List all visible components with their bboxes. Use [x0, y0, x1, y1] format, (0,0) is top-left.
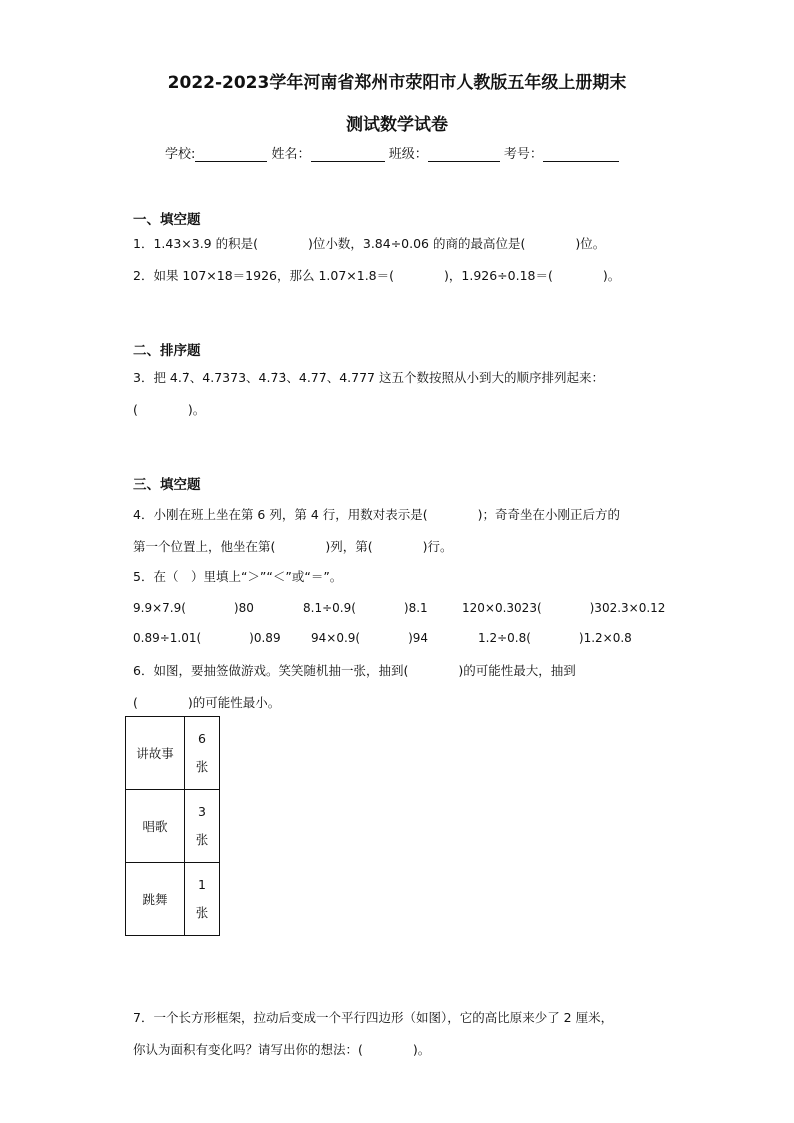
- q5-item: 1.2÷0.8( )1.2×0.8: [478, 631, 632, 645]
- activity-name: 唱歌: [126, 790, 185, 863]
- activity-count-cell: [185, 790, 220, 863]
- name-label: 姓名：: [271, 147, 311, 162]
- question-5-intro: 5．在（ ）里填上“＞”“＜”或“＝”。: [133, 569, 343, 584]
- question-4-line2: 第一个位置上，他坐在第( )列，第( )行。: [133, 539, 453, 554]
- section-heading-3: 三、填空题: [133, 477, 201, 493]
- table-row: [126, 863, 220, 936]
- q5-item: 120×0.3023( )302.3×0.12: [462, 601, 666, 615]
- q5-item: 94×0.9( )94: [311, 631, 429, 645]
- section-heading-1: 一、填空题: [133, 212, 201, 228]
- q5-item: 9.9×7.9( )80: [133, 601, 254, 615]
- question-2: 2．如果 107×18＝1926，那么 1.07×1.8＝( )，1.926÷0.18＝( )。: [133, 268, 621, 283]
- q5-item: 0.89÷1.01( )0.89: [133, 631, 281, 645]
- section-heading-2: 二、排序题: [133, 343, 201, 359]
- class-blank: [428, 161, 500, 162]
- number-label: 考号：: [503, 147, 543, 162]
- activity-count: 3: [198, 804, 206, 819]
- activity-unit: 张: [195, 905, 209, 920]
- activity-unit: 张: [195, 759, 209, 774]
- question-3-line2: ( )。: [133, 402, 206, 417]
- lottery-table: [125, 716, 220, 936]
- question-3-line1: 3．把 4.7̇、4.7373、4.7̇3̇、4.77̇、4.777 这五个数按照从小到大的顺序排列起来：: [133, 370, 604, 385]
- student-info-row: [165, 143, 619, 162]
- number-blank: [543, 161, 619, 162]
- question-7-line1: 7．一个长方形框架，拉动后变成一个平行四边形（如图），它的高比原来少了 2 厘米，: [133, 1010, 614, 1025]
- exam-title-line1: 2022-2023学年河南省郑州市荥阳市人教版五年级上册期末: [167, 73, 627, 93]
- table-row: [126, 790, 220, 863]
- school-label: 学校:: [165, 147, 196, 162]
- question-4-line1: 4．小刚在班上坐在第 6 列，第 4 行，用数对表示是( )；奇奇坐在小刚正后方的: [133, 507, 621, 522]
- activity-count: 1: [198, 877, 206, 892]
- name-blank: [311, 161, 385, 162]
- question-1: 1．1.43×3.9 的积是( )位小数，3.84÷0.06 的商的最高位是( )位。: [133, 236, 606, 251]
- table-row: [126, 717, 220, 790]
- school-blank: [195, 161, 267, 162]
- activity-count-cell: [185, 863, 220, 936]
- question-6-line2: ( )的可能性最小。: [133, 695, 281, 710]
- question-6-line1: 6．如图，要抽签做游戏。笑笑随机抽一张，抽到( )的可能性最大，抽到: [133, 663, 576, 678]
- class-label: 班级：: [388, 147, 428, 162]
- activity-count-cell: [185, 717, 220, 790]
- question-7-line2: 你认为面积有变化吗？请写出你的想法：( )。: [133, 1042, 431, 1057]
- activity-count: 6: [198, 731, 206, 746]
- q5-item: 8.1÷0.9( )8.1: [303, 601, 428, 615]
- activity-unit: 张: [195, 832, 209, 847]
- activity-name: 跳舞: [126, 863, 185, 936]
- exam-title-line2: 测试数学试卷: [346, 115, 448, 135]
- activity-name: 讲故事: [126, 717, 185, 790]
